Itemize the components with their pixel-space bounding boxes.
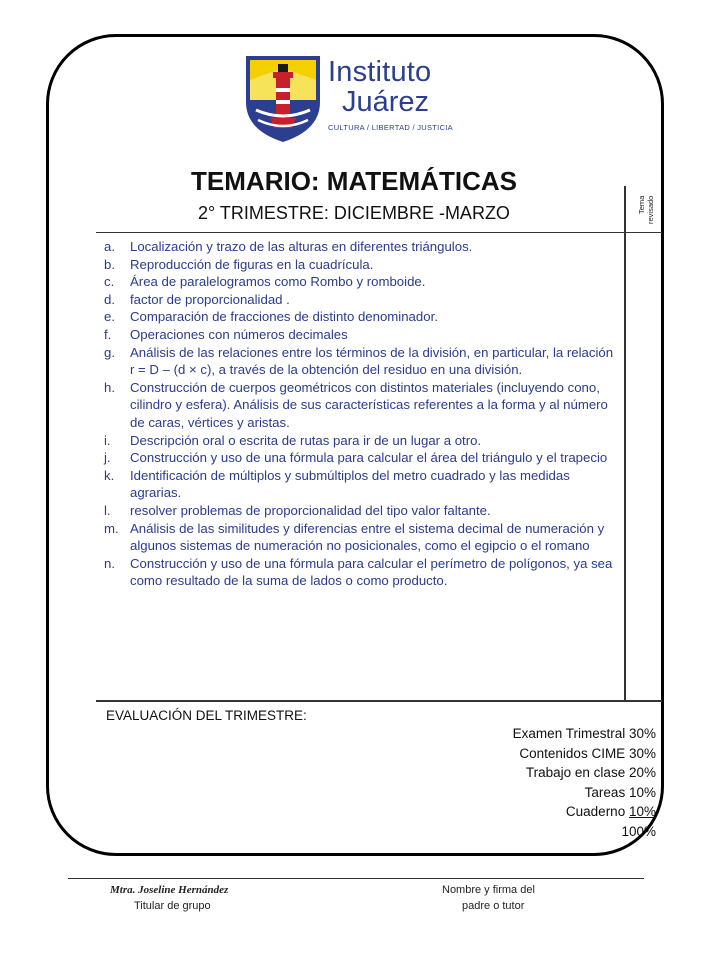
- evaluation-row: [513, 783, 656, 803]
- evaluation-value: 30%: [628, 726, 656, 741]
- evaluation-label: Contenidos CIME: [519, 745, 626, 761]
- page-title: TEMARIO: MATEMÁTICAS: [191, 166, 517, 196]
- signature-line: [68, 878, 644, 879]
- topic-item: [104, 502, 616, 520]
- evaluation-breakdown: [513, 724, 656, 841]
- teacher-role: Titular de grupo: [134, 900, 211, 912]
- topic-item: [104, 379, 616, 432]
- topic-marker: i.: [104, 432, 111, 448]
- topic-text: factor de proporcionalidad .: [130, 291, 290, 307]
- topic-text: Localización y trazo de las alturas en diferentes triángulos.: [130, 239, 473, 254]
- topic-marker: n.: [104, 555, 115, 571]
- evaluation-row: [513, 744, 656, 764]
- topic-marker: j.: [104, 450, 111, 466]
- topic-text: Construcción de cuerpos geométricos con distintos materiales (incluyendo cono, cilindro y esfera). Análisis de sus características referentes a la forma y al número de caras, vértices y aristas.: [130, 379, 608, 430]
- topic-text: Reproducción de figuras en la cuadrícula.: [130, 256, 374, 272]
- topic-item: [104, 238, 616, 256]
- topic-text: Construcción y uso de una fórmula para calcular el área del triángulo y el trapecio: [130, 450, 608, 466]
- topic-text: Identificación de múltiplos y submúltiplos del metro cuadrado y las medidas agrarias.: [130, 467, 570, 501]
- evaluation-label: Trabajo en clase: [525, 765, 626, 780]
- topics-top-divider: [96, 232, 662, 233]
- topic-marker: f.: [104, 326, 112, 342]
- topic-item: [104, 555, 616, 590]
- topic-text: Construcción y uso de una fórmula para calcular el perímetro de polígonos, ya sea como resultado de la suma de lados o como producto.: [130, 555, 613, 589]
- topic-marker: m.: [104, 520, 119, 536]
- page-subtitle: 2° TRIMESTRE: DICIEMBRE -MARZO: [198, 203, 510, 223]
- topic-item: [104, 344, 616, 379]
- evaluation-label: Cuaderno: [565, 804, 626, 819]
- evaluation-label: Tareas: [584, 784, 626, 800]
- topic-marker: d.: [104, 291, 115, 307]
- reviewed-column-divider: [624, 186, 626, 700]
- topic-marker: b.: [104, 256, 115, 272]
- parent-signature-label: Nombre y firma del: [442, 884, 535, 896]
- topic-text: resolver problemas de proporcionalidad del tipo valor faltante.: [130, 502, 491, 518]
- evaluation-title: EVALUACIÓN DEL TRIMESTRE:: [106, 708, 307, 723]
- logo-tagline: CULTURA / LIBERTAD / JUSTICIA: [328, 123, 453, 132]
- topic-item: [104, 256, 616, 274]
- topic-text: Análisis de las relaciones entre los términos de la división, en particular, la relación r = D – (d × c), a través de la obtención del residuo en una división.: [130, 344, 614, 378]
- topic-item: [104, 467, 616, 502]
- topic-marker: k.: [104, 467, 115, 483]
- topic-text: Descripción oral o escrita de rutas para ir de un lugar a otro.: [130, 432, 482, 448]
- evaluation-total: 100%: [621, 823, 656, 839]
- topic-marker: h.: [104, 379, 115, 395]
- topic-marker: a.: [104, 239, 115, 254]
- teacher-name: Mtra. Joseline Hernández: [110, 884, 229, 896]
- evaluation-row: [513, 724, 656, 744]
- evaluation-value: 20%: [628, 765, 656, 780]
- evaluation-value: 30%: [628, 745, 656, 761]
- logo-name-line2: Juárez: [342, 86, 430, 118]
- institution-logo: [240, 50, 462, 144]
- topic-marker: l.: [104, 502, 111, 518]
- topic-text: Análisis de las similitudes y diferencias entre el sistema decimal de numeración y algunos sistemas de numeración no posicionales, como el egipcio o el romano: [130, 520, 605, 554]
- topic-item: [104, 273, 616, 291]
- topic-item: [104, 308, 616, 326]
- topics-bottom-divider: [96, 700, 662, 702]
- topics-list: [104, 238, 616, 590]
- topic-item: [104, 326, 616, 344]
- topic-marker: g.: [104, 344, 115, 360]
- topic-item: [104, 449, 616, 467]
- topic-text: Operaciones con números decimales: [130, 326, 348, 342]
- topic-item: [104, 520, 616, 555]
- logo-name-line1: Instituto: [328, 56, 432, 88]
- topic-text: Comparación de fracciones de distinto denominador.: [130, 309, 438, 325]
- topic-text: Área de paralelogramos como Rombo y romboide.: [130, 274, 426, 290]
- evaluation-value: 10%: [628, 804, 656, 819]
- topic-marker: c.: [104, 274, 115, 290]
- reviewed-column-label: Tema revisado: [637, 196, 655, 225]
- evaluation-row: [513, 802, 656, 822]
- lighthouse-shield-icon: [240, 50, 326, 144]
- topic-marker: e.: [104, 309, 115, 325]
- evaluation-label: Examen Trimestral: [512, 726, 626, 741]
- parent-signature-label-2: padre o tutor: [462, 900, 525, 912]
- evaluation-value: 10%: [628, 784, 656, 800]
- topic-item: [104, 432, 616, 450]
- topic-item: [104, 291, 616, 309]
- evaluation-row: [513, 763, 656, 783]
